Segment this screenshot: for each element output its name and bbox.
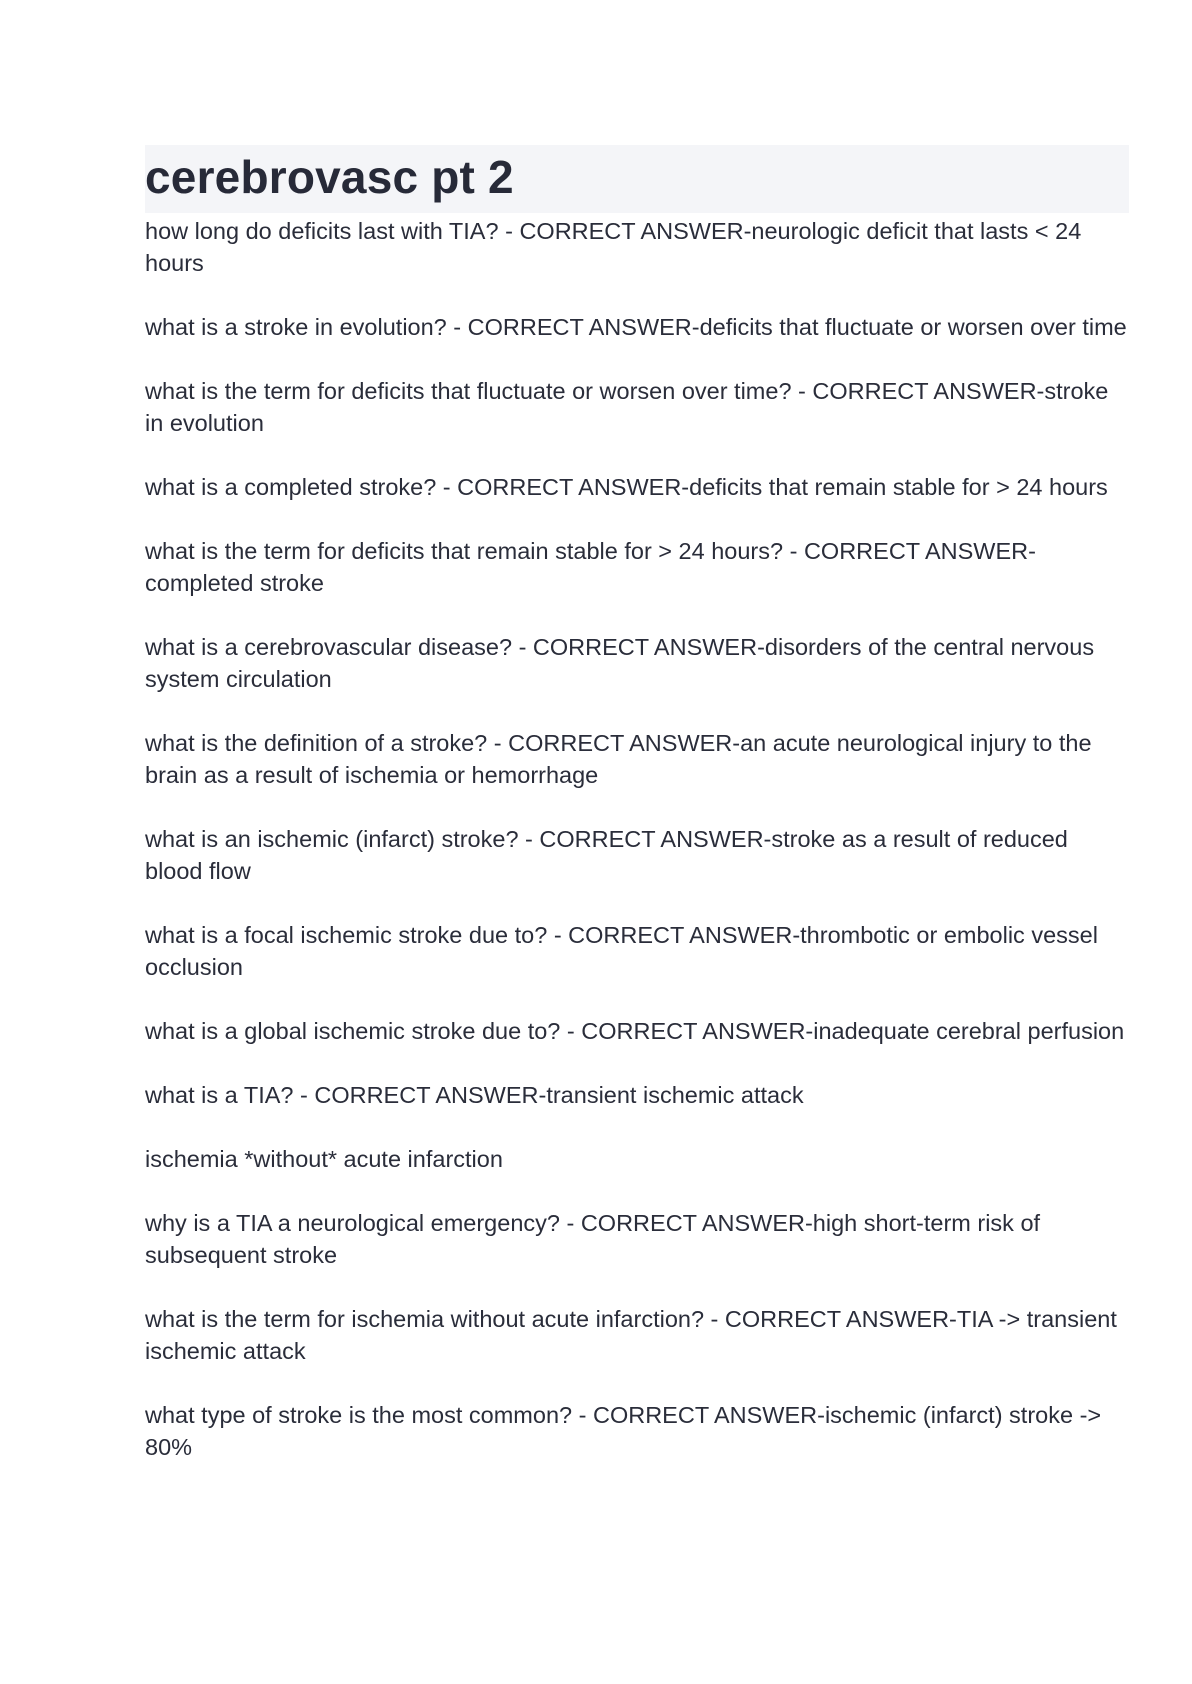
qa-item: what is a focal ischemic stroke due to? - CORRECT ANSWER-thrombotic or embolic vessel occlusion — [145, 922, 1098, 980]
page-title: cerebrovasc pt 2 — [145, 151, 514, 203]
qa-item: why is a TIA a neurological emergency? - CORRECT ANSWER-high short-term risk of subsequent stroke — [145, 1210, 1041, 1268]
qa-item: what type of stroke is the most common? - CORRECT ANSWER-ischemic (infarct) stroke -> 80% — [145, 1402, 1102, 1460]
qa-item: what is a completed stroke? - CORRECT ANSWER-deficits that remain stable for > 24 hours — [145, 474, 1108, 500]
document-page — [145, 145, 1129, 1495]
qa-item: ischemia *without* acute infarction — [145, 1146, 503, 1172]
qa-item: what is the term for ischemia without acute infarction? - CORRECT ANSWER-TIA -> transient ischemic attack — [145, 1306, 1117, 1364]
title-bar — [145, 145, 1129, 213]
qa-item: how long do deficits last with TIA? - CORRECT ANSWER-neurologic deficit that lasts < 24 hours — [145, 218, 1082, 276]
qa-list — [145, 215, 1129, 1463]
qa-item: what is a global ischemic stroke due to? - CORRECT ANSWER-inadequate cerebral perfusion — [145, 1018, 1125, 1044]
qa-item: what is a cerebrovascular disease? - CORRECT ANSWER-disorders of the central nervous system circulation — [145, 634, 1095, 692]
qa-item: what is the term for deficits that remain stable for > 24 hours? - CORRECT ANSWER-completed stroke — [145, 538, 1036, 596]
qa-item: what is an ischemic (infarct) stroke? - CORRECT ANSWER-stroke as a result of reduced blood flow — [145, 826, 1068, 884]
qa-item: what is the definition of a stroke? - CORRECT ANSWER-an acute neurological injury to the brain as a result of ischemia or hemorrhage — [145, 730, 1092, 788]
qa-item: what is a TIA? - CORRECT ANSWER-transient ischemic attack — [145, 1082, 804, 1108]
qa-item: what is the term for deficits that fluctuate or worsen over time? - CORRECT ANSWER-stroke in evolution — [145, 378, 1109, 436]
qa-item: what is a stroke in evolution? - CORRECT ANSWER-deficits that fluctuate or worsen over time — [145, 314, 1127, 340]
